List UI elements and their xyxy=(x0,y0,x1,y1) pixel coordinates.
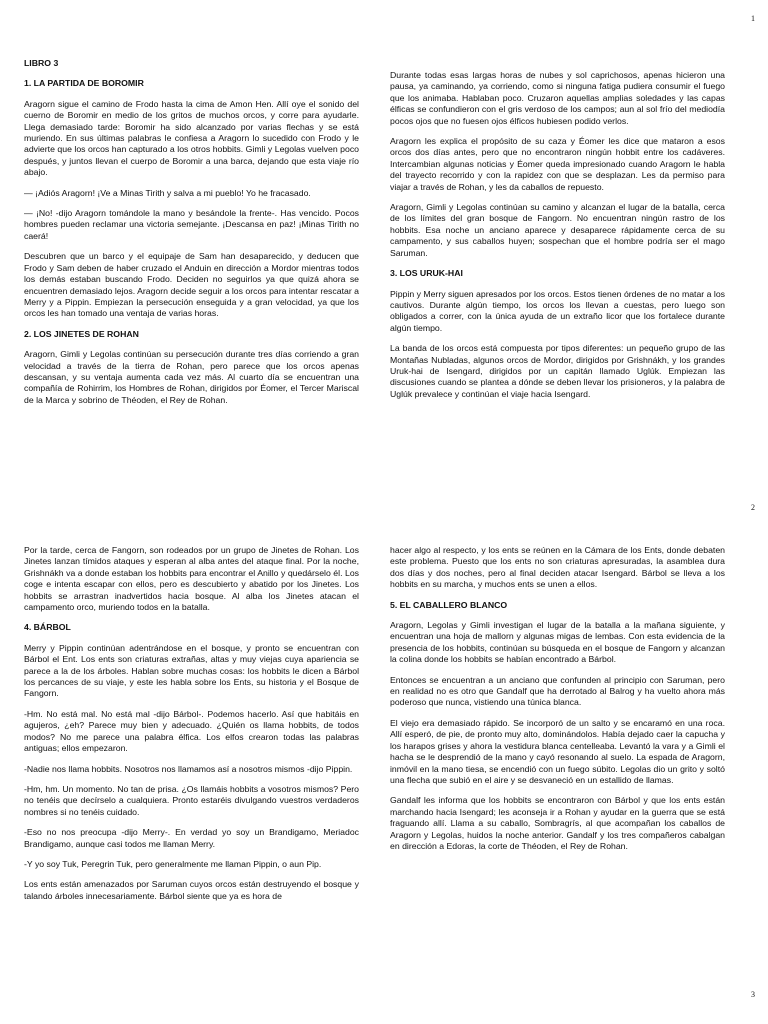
section-heading: 4. BÁRBOL xyxy=(24,622,71,633)
text-column-right xyxy=(390,545,725,861)
page-number: 2 xyxy=(751,503,755,512)
paragraph: Aragorn, Gimli y Legolas continúan su persecución durante tres días corriendo a gran velocidad a través de la tierra de Rohan, pero parece que los orcos apenas descansan, y su ventaja aumenta cada vez más. Al cuarto día se encuentran una compañía de Rohirrim, los Hombres de Rohan, dirigidos por Éomer, el Tercer Mariscal de la Marca y sobrino de Théoden, el Rey de Rohan. xyxy=(24,349,359,405)
text-column-left xyxy=(24,545,359,911)
paragraph: Gandalf les informa que los hobbits se encontraron con Bárbol y que los ents están marchando hacia Isengard; les aconseja ir a Rohan y ayudar en la guerra que se está fraguando allí. Llama a su caballo, Sombragrís, al que acompañan los caballos de Aragorn y Legolas, huidos la noche anterior. Gandalf y los tres compañeros cabalgan en dirección a Edoras, la corte de Théoden, el Rey de Rohan. xyxy=(390,795,725,851)
page-number: 1 xyxy=(751,14,755,23)
paragraph: Los ents están amenazados por Saruman cuyos orcos están destruyendo el bosque y talando árboles innecesariamente. Bárbol siente que ya es hora de xyxy=(24,879,359,901)
paragraph: Durante todas esas largas horas de nubes y sol caprichosos, apenas hicieron una pausa, ya caminando, ya corriendo, como si ninguna fatiga pudiera consumir el fuego que los animaba. Hablaban poco. Cruzaron aquellas amplias soledades y las capas élficas se confundieron con el gris verdoso de los campos; aun al sol frío del mediodía pocos ojos que no fuesen ojos élficos hubiesen podido verlos. xyxy=(390,70,725,126)
paragraph: — ¡Adiós Aragorn! ¡Ve a Minas Tirith y salva a mi pueblo! Yo he fracasado. xyxy=(24,187,311,198)
paragraph: El viejo era demasiado rápido. Se incorporó de un salto y se encaramó en una roca. Allí esperó, de pie, de pronto muy alto, dominándolos. Había dejado caer la capucha y los harapos grises y ahora la vestidura blanca centelleaba. Levantó la vara y a Gimli el hacha se le desprendió de la mano y cayó resonando al suelo. La espada de Aragorn, inmóvil en la mano tiesa, se encendió con un fuego súbito. Legolas dio un grito y soltó una flecha que subió en el aire y se desvaneció en un estallido de llamas. xyxy=(390,717,725,785)
document-page-1 xyxy=(0,0,768,498)
paragraph: La banda de los orcos está compuesta por tipos diferentes: un pequeño grupo de las Montañas Nubladas, algunos orcos de Mordor, dirigidos por Grishnákh, y los grandes Uruk-hai de Isengard, dirigidos por un capitán llamado Uglúk. Empiezan las discusiones cuando se plantea a dónde se deben llevar los prisioneros, y la palabra de Uglúk prevalece y continúan el viaje hacia Isengard. xyxy=(390,343,725,399)
paragraph: hacer algo al respecto, y los ents se reúnen en la Cámara de los Ents, donde debaten este problema. Puesto que los ents no son criaturas apresuradas, la asamblea dura dos días y dos noches, pero al final deciden atacar Isengard. Bárbol se lleva a los hobbits en su marcha, y muchos ents se unen a ellos. xyxy=(390,545,725,590)
paragraph: -Hm. No está mal. No está mal -dijo Bárbol-. Podemos hacerlo. Así que habitáis en agujeros, ¿eh? Parece muy bien y adecuado. ¿Quién os llama hobbits, de todos modos? No me parece una palabra élfica. Los elfos crearon todas las palabras antiguas; ellos empezaron. xyxy=(24,708,359,754)
paragraph: Pippin y Merry siguen apresados por los orcos. Estos tienen órdenes de no matar a los cautivos. Durante algún tiempo, los orcos los llevan a cuestas, pero luego son obligados a correr, con la única ayuda de un extraño licor que los fortalece durante algún tiempo. xyxy=(390,288,725,333)
section-heading: 1. LA PARTIDA DE BOROMIR xyxy=(24,78,144,89)
section-heading: 5. EL CABALLERO BLANCO xyxy=(390,599,508,610)
section-heading: 3. LOS URUK-HAI xyxy=(390,268,463,279)
section-heading: LIBRO 3 xyxy=(24,58,59,68)
section-heading: 2. LOS JINETES DE ROHAN xyxy=(24,328,139,339)
paragraph: — ¡No! -dijo Aragorn tomándole la mano y besándole la frente-. Has vencido. Pocos hombres pueden reclamar una victoria semejante. ¡Descansa en paz! ¡Minas Tirith no caerá! xyxy=(24,208,359,241)
paragraph: -Hm, hm. Un momento. No tan de prisa. ¿Os llamáis hobbits a vosotros mismos? Pero no tenéis que decírselo a cualquiera. Pronto estaréis divulgando vuestros verdaderos nombres si no tenéis cuidado. xyxy=(24,783,359,817)
paragraph: Aragorn, Legolas y Gimli investigan el lugar de la batalla a la mañana siguiente, y encuentran una hoja de mallorn y algunas migas de lembas. Con esta evidencia de la presencia de los hobbits, continúan su búsqueda en el bosque de Fangorn y alcanzan la colina donde los hobbits se habían encontrado a Bárbol. xyxy=(390,620,725,665)
paragraph: Descubren que un barco y el equipaje de Sam han desaparecido, y deducen que Frodo y Sam deben de haber cruzado el Anduin en dirección a Mordor mientras todos los demás estaban buscando Frodo. Deciden no seguirlos ya que quizá ahora se encuentren demasiado lejos. Aragorn decide seguir a los orcos para intentar rescatar a Merry y a Pippin. Empiezan la persecución enseguida y a gran velocidad, ya que los orcos les han tomado una ventaja de varias horas. xyxy=(24,251,359,319)
paragraph: -Nadie nos llama hobbits. Nosotros nos llamamos así a nosotros mismos -dijo Pippin. xyxy=(24,763,353,774)
paragraph: Aragorn, Gimli y Legolas continúan su camino y alcanzan el lugar de la batalla, cerca de los límites del gran bosque de Fangorn. No encuentran ningún rastro de los hobbits. Esa noche un anciano aparece y desaparece rápidamente cerca de su campamento, y sus caballos huyen; sospechan que el hombre podría ser el mago Saruman. xyxy=(390,202,725,258)
paragraph: Aragorn sigue el camino de Frodo hasta la cima de Amon Hen. Allí oye el sonido del cuerno de Boromir en medio de los gritos de muchos orcos, y corre para ayudarle. Llega demasiado tarde: Boromir ha sido alcanzado por varias flechas y se está muriendo. En sus últimas palabras le confiesa a Aragorn lo sucedido con Frodo y le advierte que los orcos han capturado a los otros hobbits. Gimli y Legolas vuelven poco después, y juntos llevan el cuerpo de Boromir a una barca, dejando que esta viaje río abajo. xyxy=(24,98,359,178)
paragraph: -Y yo soy Tuk, Peregrin Tuk, pero generalmente me llaman Pippin, o aun Pip. xyxy=(24,858,322,869)
page-number: 3 xyxy=(751,990,755,999)
text-column-left xyxy=(24,58,359,415)
paragraph: Aragorn les explica el propósito de su caza y Éomer les dice que mataron a esos orcos dos días antes, pero que no encontraron ningún hobbit entre los cadáveres. Intercambian algunas noticias y Éomer queda impresionado cuando Aragorn le habla del trayecto recorrido y con la rapidez con que se desplazan. Les da permiso para viajar a través de Rohan, y les da caballos de repuesto. xyxy=(390,136,725,192)
paragraph: Entonces se encuentran a un anciano que confunden al principio con Saruman, pero en realidad no es otro que Gandalf que ha derrotado al Balrog y ha vuelto ahora más poderoso que nunca, vistiendo una túnica blanca. xyxy=(390,674,725,708)
paragraph: -Eso no nos preocupa -dijo Merry-. En verdad yo soy un Brandigamo, Meriadoc Brandigamo, aunque casi todos me llaman Merry. xyxy=(24,827,359,849)
text-column-right xyxy=(390,70,725,409)
paragraph: Merry y Pippin continúan adentrándose en el bosque, y pronto se encuentran con Bárbol el Ent. Los ents son criaturas extrañas, altas y muy viejas cuya apariencia se parece a la de los árboles. Hablan sobre muchas cosas: los hobbits le dicen a Bárbol los percances de su viaje, y este les habla sobre los Ents, su historia y el Bosque de Fangorn. xyxy=(24,642,359,699)
paragraph: Por la tarde, cerca de Fangorn, son rodeados por un grupo de Jinetes de Rohan. Los Jinetes lanzan tímidos ataques y esperan al alba antes del ataque final. Por la noche, Grishnákh va a donde estaban los hobbits para encontrar el Anillo y quedárselo él. Los coge e intenta escapar con ellos, pero es descubierto y abatido por los Jinetes. Los hobbits se arrastran inadvertidos hacia bosque. Al alba los Jinetes atacan el campamento orco, muriendo todos en la batalla. xyxy=(24,545,359,613)
document-page-2 xyxy=(0,498,768,982)
